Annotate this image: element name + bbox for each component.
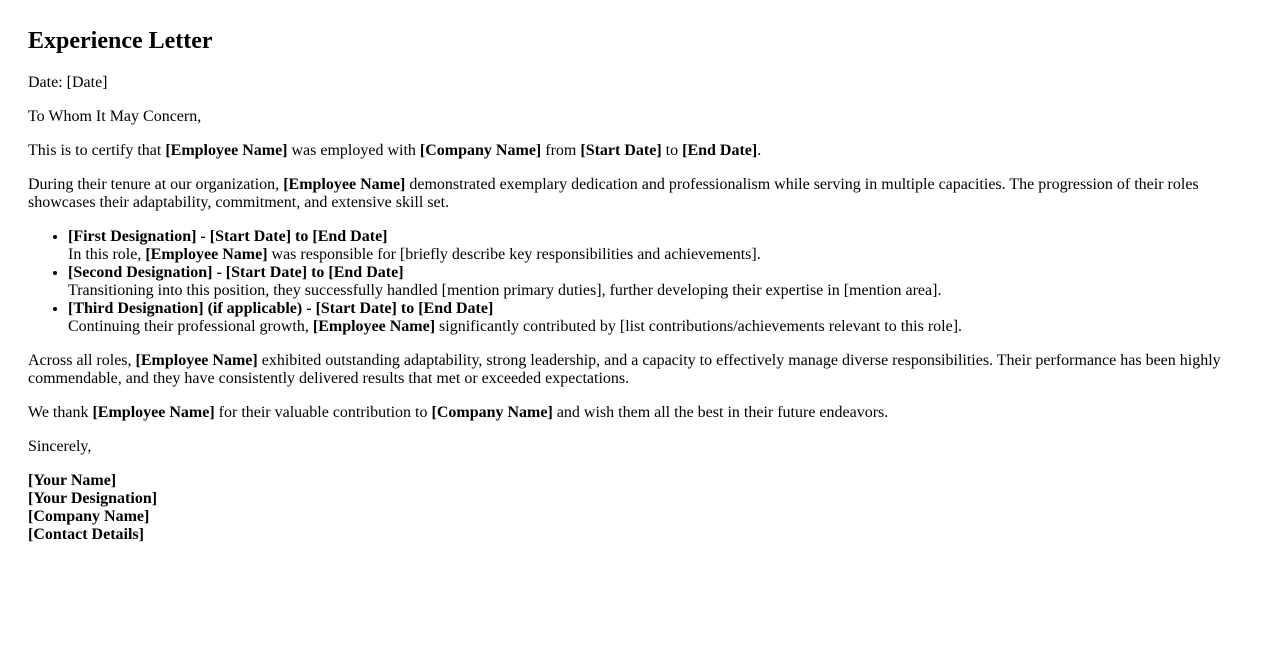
signature-company: [Company Name] <box>28 508 150 525</box>
list-item <box>68 300 1250 336</box>
across-employee-name: [Employee Name] <box>135 352 258 369</box>
certify-text-4: to <box>661 142 683 159</box>
role-desc-pre: Transitioning into this position, they successfully handled [mention primary duties], further developing their expertise in [mention area]. <box>68 282 942 299</box>
role-heading: [Third Designation] (if applicable) - [Start Date] to [End Date] <box>68 300 494 317</box>
tenure-text-2: demonstrated exemplary dedication and professionalism while serving in multiple capacities. The progression of their roles showcases their adaptability, commitment, and extensive skill set. <box>28 176 1199 211</box>
role-desc-employee: [Employee Name] <box>145 246 268 263</box>
certify-company-name: [Company Name] <box>419 142 542 159</box>
role-heading: [First Designation] - [Start Date] to [End Date] <box>68 228 388 245</box>
thanks-text-3: and wish them all the best in their future endeavors. <box>552 404 889 421</box>
signature-name: [Your Name] <box>28 472 117 489</box>
list-item <box>68 228 1250 264</box>
certify-text-3: from <box>541 142 581 159</box>
certify-text-1: This is to certify that <box>28 142 166 159</box>
signature-block <box>28 472 1250 544</box>
thanks-company-name: [Company Name] <box>431 404 553 421</box>
roles-list <box>28 228 1250 336</box>
signature-contact: [Contact Details] <box>28 526 144 543</box>
page-title: Experience Letter <box>28 28 213 54</box>
thanks-text-1: We thank <box>28 404 93 421</box>
role-desc-employee: [Employee Name] <box>312 318 436 335</box>
thanks-text-2: for their valuable contribution to <box>214 404 432 421</box>
tenure-paragraph <box>28 176 1250 212</box>
across-roles-paragraph <box>28 352 1250 388</box>
list-item <box>68 264 1250 300</box>
role-desc-post: was responsible for [briefly describe key responsibilities and achievements]. <box>267 246 761 263</box>
role-desc-pre: In this role, <box>68 246 146 263</box>
certify-start-date: [Start Date] <box>580 142 662 159</box>
certify-text-2: was employed with <box>287 142 420 159</box>
role-heading: [Second Designation] - [Start Date] to [End Date] <box>68 264 404 281</box>
role-desc-post: significantly contributed by [list contributions/achievements relevant to this role]. <box>435 318 963 335</box>
across-text-1: Across all roles, <box>28 352 136 369</box>
tenure-employee-name: [Employee Name] <box>283 176 406 193</box>
tenure-text-1: During their tenure at our organization, <box>28 176 284 193</box>
date-line: Date: [Date] <box>28 74 108 91</box>
certify-text-5: . <box>757 142 762 159</box>
certify-paragraph <box>28 142 1250 160</box>
certify-end-date: [End Date] <box>682 142 758 159</box>
thanks-paragraph <box>28 404 1250 422</box>
across-text-2: exhibited outstanding adaptability, strong leadership, and a capacity to effectively manage diverse responsibilities. Their performance has been highly commendable, and they have consistently delivered results that met or exceeded expectations. <box>28 352 1221 387</box>
certify-employee-name: [Employee Name] <box>165 142 288 159</box>
closing: Sincerely, <box>28 438 92 455</box>
thanks-employee-name: [Employee Name] <box>92 404 215 421</box>
signature-designation: [Your Designation] <box>28 490 158 507</box>
role-desc-pre: Continuing their professional growth, <box>68 318 313 335</box>
salutation: To Whom It May Concern, <box>28 108 202 125</box>
